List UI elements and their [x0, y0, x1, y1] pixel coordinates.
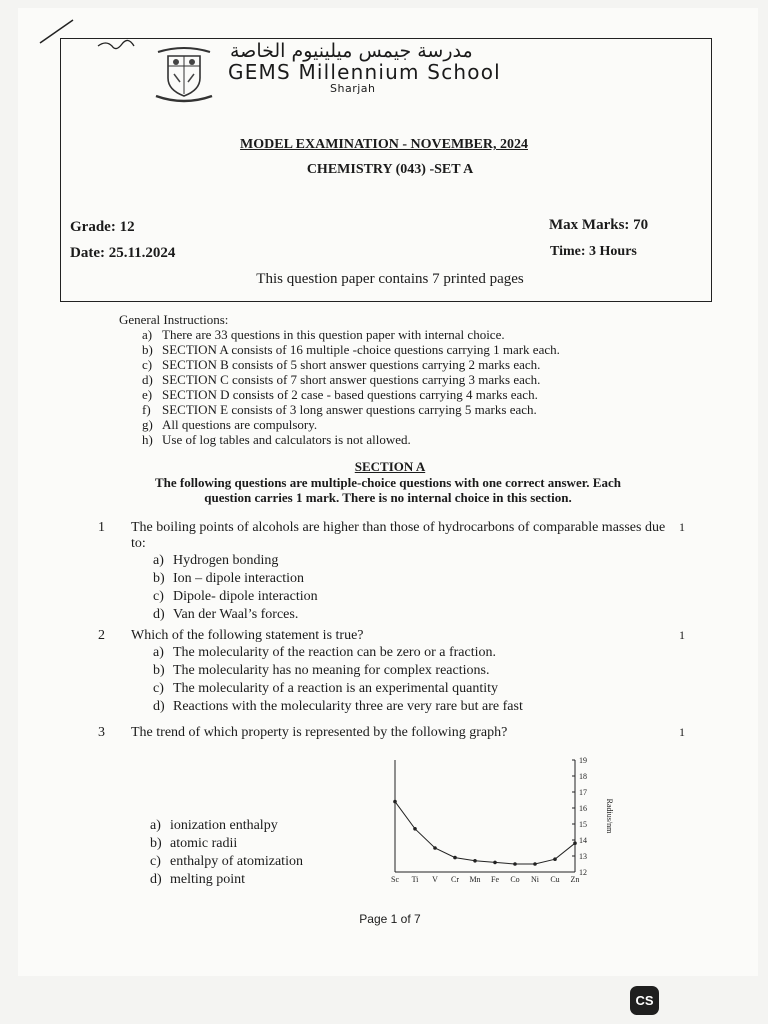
x-tick-label: Cu [550, 875, 560, 884]
school-city: Sharjah [330, 82, 376, 95]
option: c) Dipole- dipole interaction [153, 589, 318, 604]
exam-subject: CHEMISTRY (043) -SET A [306, 162, 474, 177]
question-marks: 1 [679, 628, 685, 642]
section-a-instruction: The following questions are multiple-choice questions with one correct answer. Each question carries 1 mark. There is no internal choice in this section. [155, 475, 621, 505]
data-point [553, 857, 557, 861]
radius-trend-chart [385, 754, 615, 894]
question-number: 3 [98, 725, 105, 740]
school-crest-logo [152, 44, 216, 104]
instructions-title: General Instructions: [119, 312, 229, 327]
question-text: Which of the following statement is true? [131, 628, 364, 643]
data-series-line [395, 802, 575, 864]
y-tick-label: 17 [579, 788, 587, 797]
data-point [493, 861, 497, 865]
x-tick-label: Zn [570, 875, 580, 884]
y-axis-label: Radius/nm [605, 798, 614, 834]
question-number: 2 [98, 628, 105, 643]
question-2-options [153, 644, 523, 716]
question-3-options [150, 817, 303, 889]
instruction-item: c) SECTION B consists of 5 short answer questions carrying 2 marks each. [142, 357, 541, 372]
option: d) Reactions with the molecularity three are very rare but are fast [153, 699, 523, 714]
instruction-item: g) All questions are compulsory. [142, 417, 318, 432]
option: d) Van der Waal’s forces. [153, 607, 299, 622]
question-marks: 1 [679, 520, 685, 534]
instruction-item: d) SECTION C consists of 7 short answer questions carrying 3 marks each. [142, 372, 541, 387]
option: d) melting point [150, 872, 246, 887]
y-tick-label: 16 [579, 804, 587, 813]
x-tick-label: Fe [491, 875, 499, 884]
x-tick-label: Sc [391, 875, 399, 884]
x-tick-label: Cr [451, 875, 459, 884]
y-tick-label: 15 [579, 820, 587, 829]
school-name-arabic: مدرسة جيمس ميلينيوم الخاصة [230, 40, 473, 62]
data-point [453, 856, 457, 860]
data-point [533, 862, 537, 866]
camscanner-badge: CS [630, 986, 659, 1015]
data-point [433, 846, 437, 850]
instruction-item: a) There are 33 questions in this question paper with internal choice. [142, 327, 505, 342]
data-point [393, 800, 397, 804]
exam-title: MODEL EXAMINATION - NOVEMBER, 2024 [240, 137, 528, 152]
x-tick-label: Mn [469, 875, 481, 884]
exam-date: Date: 25.11.2024 [70, 245, 176, 261]
x-tick-label: Ti [411, 875, 419, 884]
x-tick-label: Co [510, 875, 520, 884]
data-point [513, 862, 517, 866]
instruction-item: f) SECTION E consists of 3 long answer questions carrying 5 marks each. [142, 402, 537, 417]
option: a) The molecularity of the reaction can be zero or a fraction. [153, 645, 497, 660]
question-marks: 1 [679, 725, 685, 739]
instruction-item: b) SECTION A consists of 16 multiple -choice questions carrying 1 mark each. [142, 342, 560, 357]
y-tick-label: 19 [579, 756, 587, 765]
max-marks: Max Marks: 70 [549, 217, 649, 233]
x-tick-label: Ni [531, 875, 539, 884]
y-tick-label: 18 [579, 772, 587, 781]
instructions-list [142, 327, 560, 447]
data-point [573, 841, 577, 845]
y-tick-label: 14 [579, 836, 587, 845]
question-1-options [153, 552, 318, 624]
instruction-item: h) Use of log tables and calculators is not allowed. [142, 432, 411, 447]
question-number: 1 [98, 520, 105, 535]
school-name: GEMS Millennium School [228, 60, 501, 84]
exam-time: Time: 3 Hours [550, 244, 637, 259]
page-footer: Page 1 of 7 [359, 912, 421, 926]
option: c) The molecularity of a reaction is an experimental quantity [153, 681, 498, 696]
section-a-title: SECTION A [354, 459, 426, 474]
option: a) ionization enthalpy [150, 818, 278, 833]
option: a) Hydrogen bonding [153, 553, 279, 568]
data-point [413, 827, 417, 831]
question-text: The boiling points of alcohols are higher than those of hydrocarbons of comparable masses due to: [131, 520, 666, 551]
instruction-item: e) SECTION D consists of 2 case - based questions carrying 4 marks each. [142, 387, 538, 402]
option: c) enthalpy of atomization [150, 854, 303, 869]
option: b) Ion – dipole interaction [153, 571, 305, 586]
y-tick-label: 12 [579, 868, 587, 877]
pages-note: This question paper contains 7 printed pages [256, 271, 524, 287]
x-tick-label: V [432, 875, 438, 884]
y-tick-label: 13 [579, 852, 587, 861]
question-text: The trend of which property is represented by the following graph? [131, 725, 508, 740]
option: b) The molecularity has no meaning for complex reactions. [153, 663, 490, 678]
data-point [473, 859, 477, 863]
option: b) atomic radii [150, 836, 238, 851]
grade: Grade: 12 [70, 219, 135, 235]
